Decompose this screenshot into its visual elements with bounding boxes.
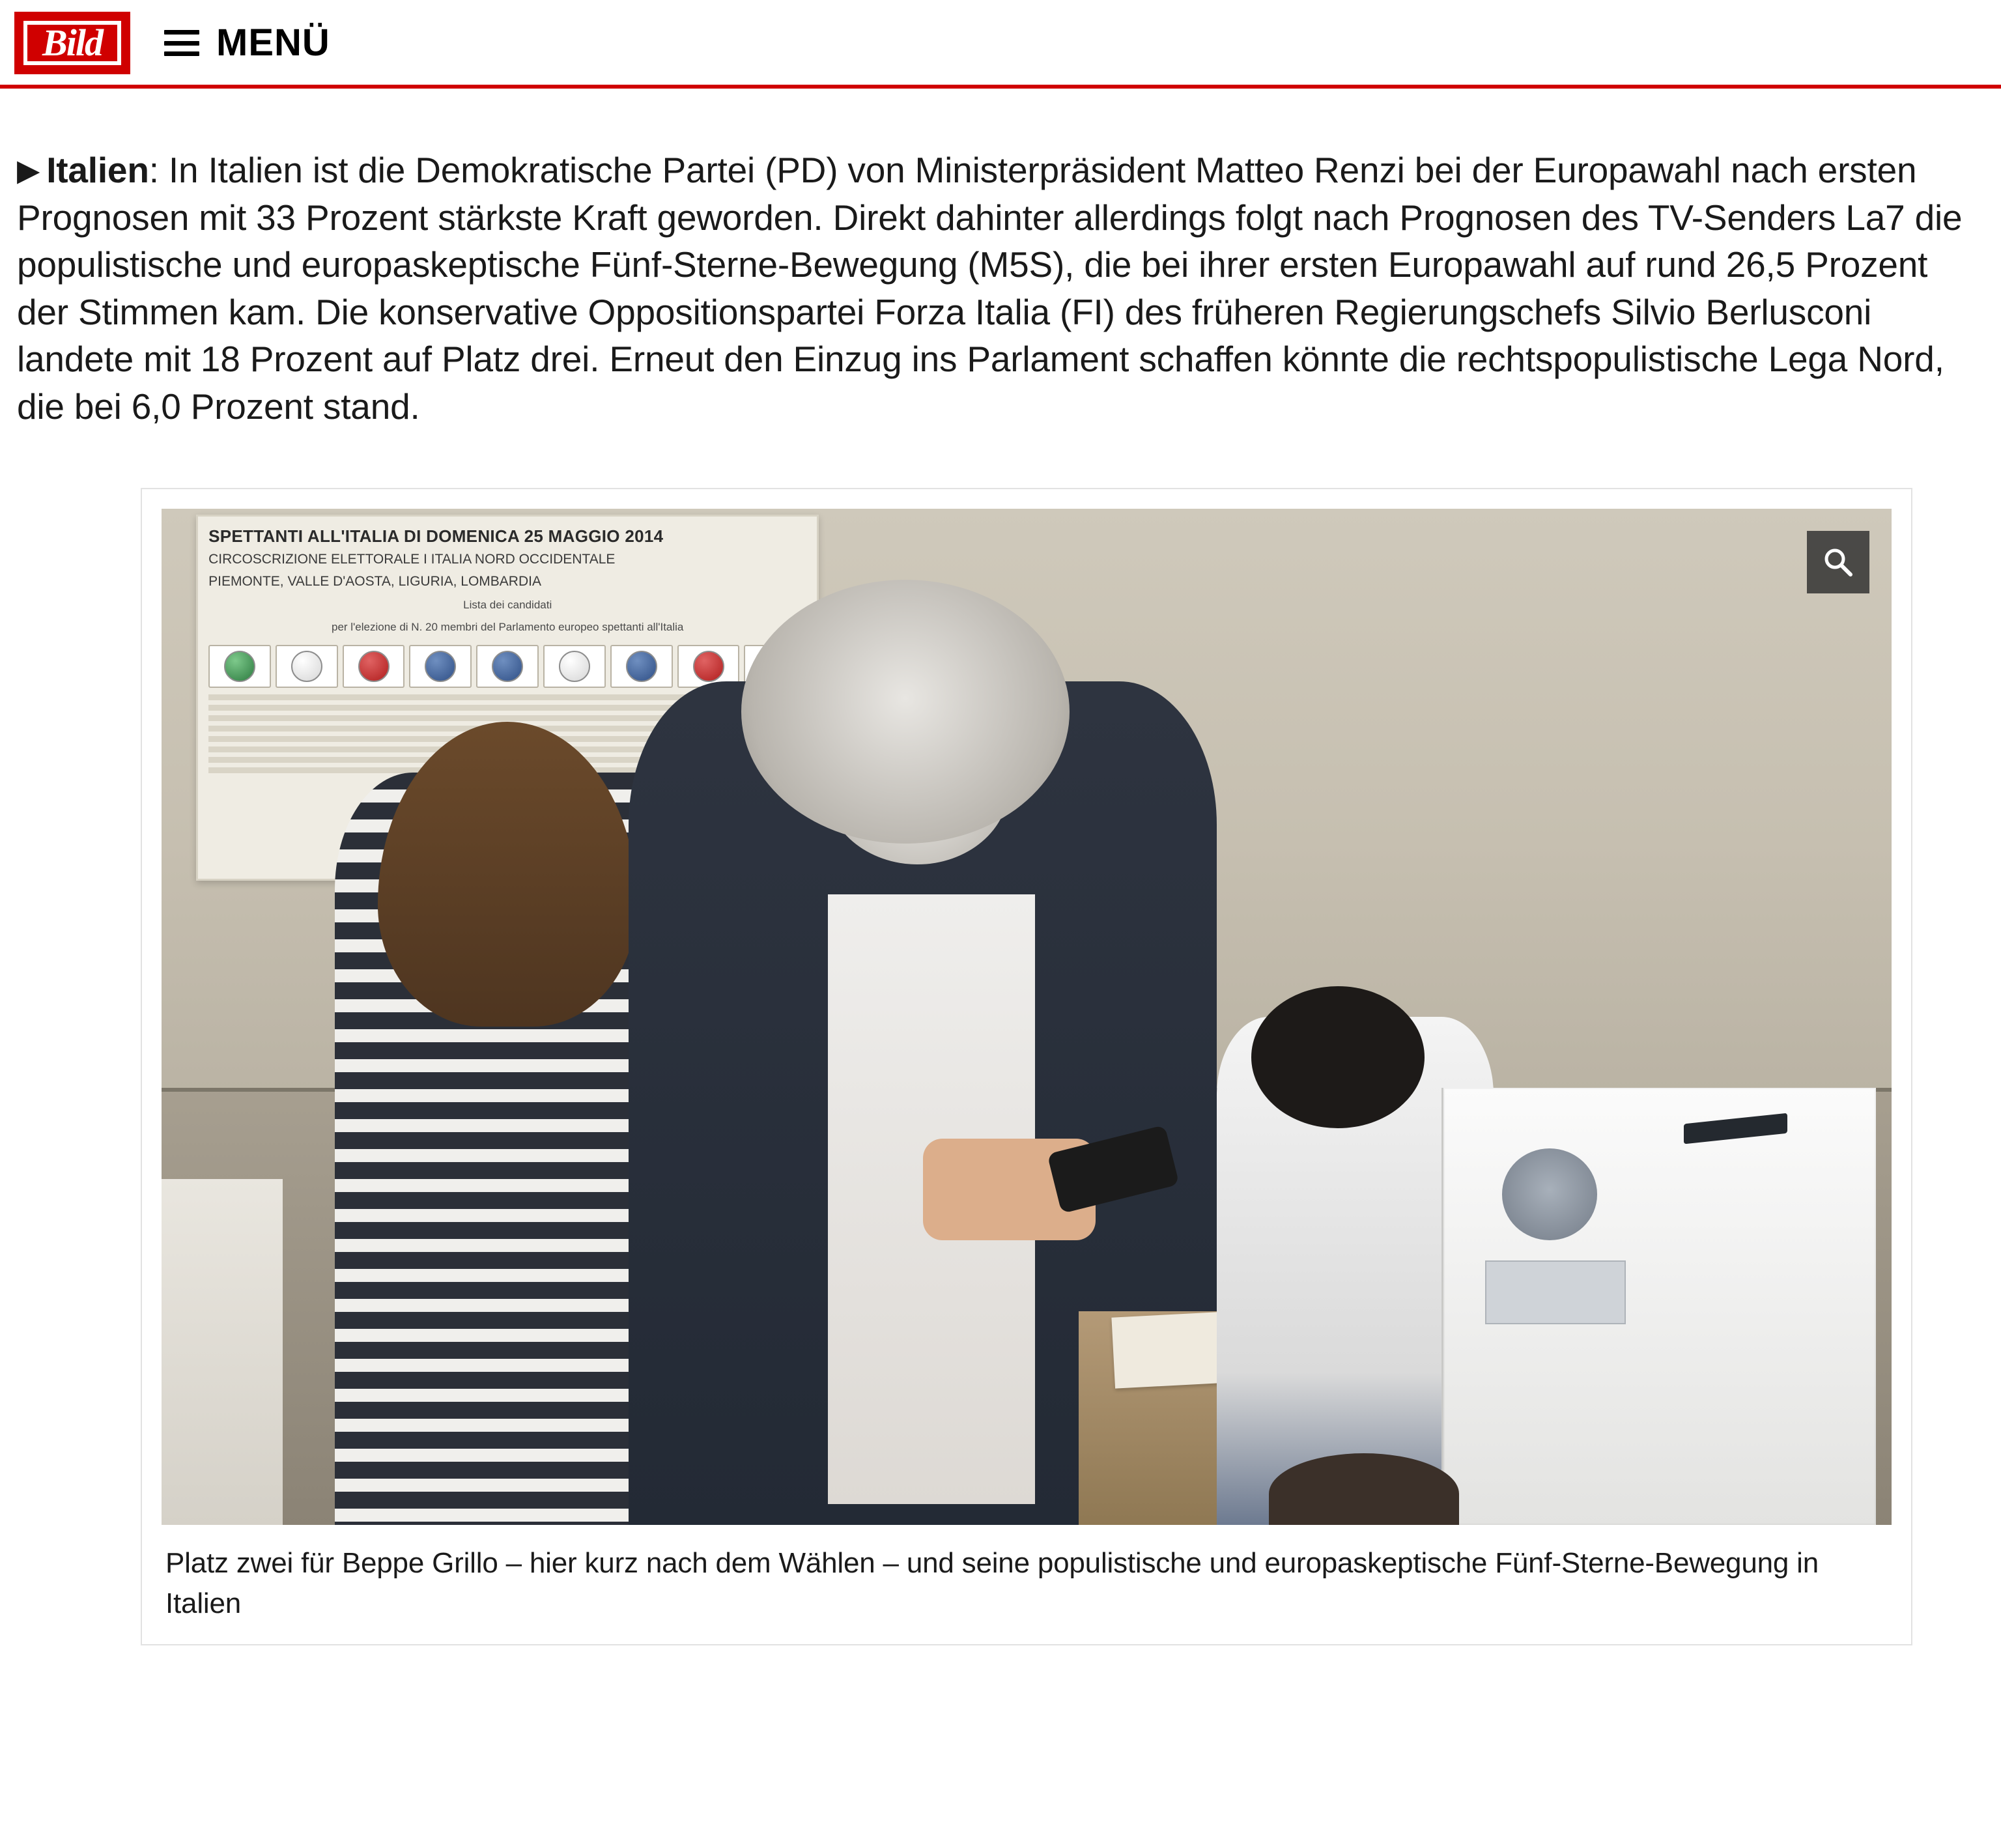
lead-paragraph: [17, 147, 1984, 431]
bild-logo-frame: [23, 21, 121, 65]
photo-left-panel: [162, 1179, 283, 1524]
menu-button-label: MENÜ: [216, 21, 330, 64]
poster-party-cell: [610, 645, 673, 688]
photo-scene: [162, 509, 1892, 1525]
figure-caption: Platz zwei für Beppe Grillo – hier kurz nach dem Wählen – und seine populistische und europaskeptische Fünf-Sterne-Bewegung in Italien: [165, 1546, 1819, 1620]
bild-logo[interactable]: [14, 12, 130, 74]
poster-line2: CIRCOSCRIZIONE ELETTORALE I ITALIA NORD OCCIDENTALE: [208, 552, 616, 567]
poster-party-cell: [208, 645, 271, 688]
article-photo[interactable]: [162, 509, 1892, 1525]
hamburger-icon: [164, 30, 199, 56]
poster-title: SPETTANTI ALL'ITALIA DI DOMENICA 25 MAGGIO 2014: [208, 526, 664, 546]
ballot-box-emblem: [1502, 1148, 1597, 1240]
lead-paragraph-text: In Italien ist die Demokratische Partei (PD) von Ministerpräsident Matteo Renzi bei der Europawahl nach ersten Prognosen mit 33 Prozent stärkste Kraft geworden. Direkt dahinter allerdings folgt nach Prognosen des TV-Senders La7 die populistische und europaskeptische Fünf-Sterne-Bewegung (M5S), die bei ihrer ersten Europawahl auf rund 26,5 Prozent der Stimmen kam. Die konservative Oppositionspartei Forza Italia (FI) des früheren Regierungschefs Silvio Berlusconi landete mit 18 Prozent auf Platz drei. Erneut den Einzug ins Parlament schaffen könnte die rechtspopulistische Lega Nord, die bei 6,0 Prozent stand.: [17, 150, 1963, 427]
country-label: Italien: [46, 150, 149, 190]
poster-party-cell: [409, 645, 472, 688]
ballot-box-label: [1485, 1260, 1626, 1324]
person-grillo-hair: [741, 580, 1070, 844]
article-body: [0, 89, 2001, 1645]
poster-line4: Lista dei candidati: [463, 599, 552, 612]
poster-line3: PIEMONTE, VALLE D'AOSTA, LIGURIA, LOMBARDIA: [208, 573, 541, 589]
bild-logo-text: Bild: [42, 21, 102, 64]
poster-party-cell: [343, 645, 405, 688]
person-voter-hair: [1251, 986, 1425, 1128]
menu-button[interactable]: [164, 21, 330, 64]
colon-separator: :: [149, 150, 159, 190]
site-header: [0, 0, 2001, 89]
poster-line5: per l'elezione di N. 20 membri del Parlamento europeo spettanti all'Italia: [331, 621, 684, 634]
bullet-arrow-icon: ▶: [17, 153, 40, 187]
poster-party-cell: [543, 645, 606, 688]
poster-party-cell: [276, 645, 338, 688]
magnifier-icon[interactable]: [1807, 531, 1869, 593]
article-figure: [141, 488, 1912, 1645]
poster-party-cell: [476, 645, 539, 688]
